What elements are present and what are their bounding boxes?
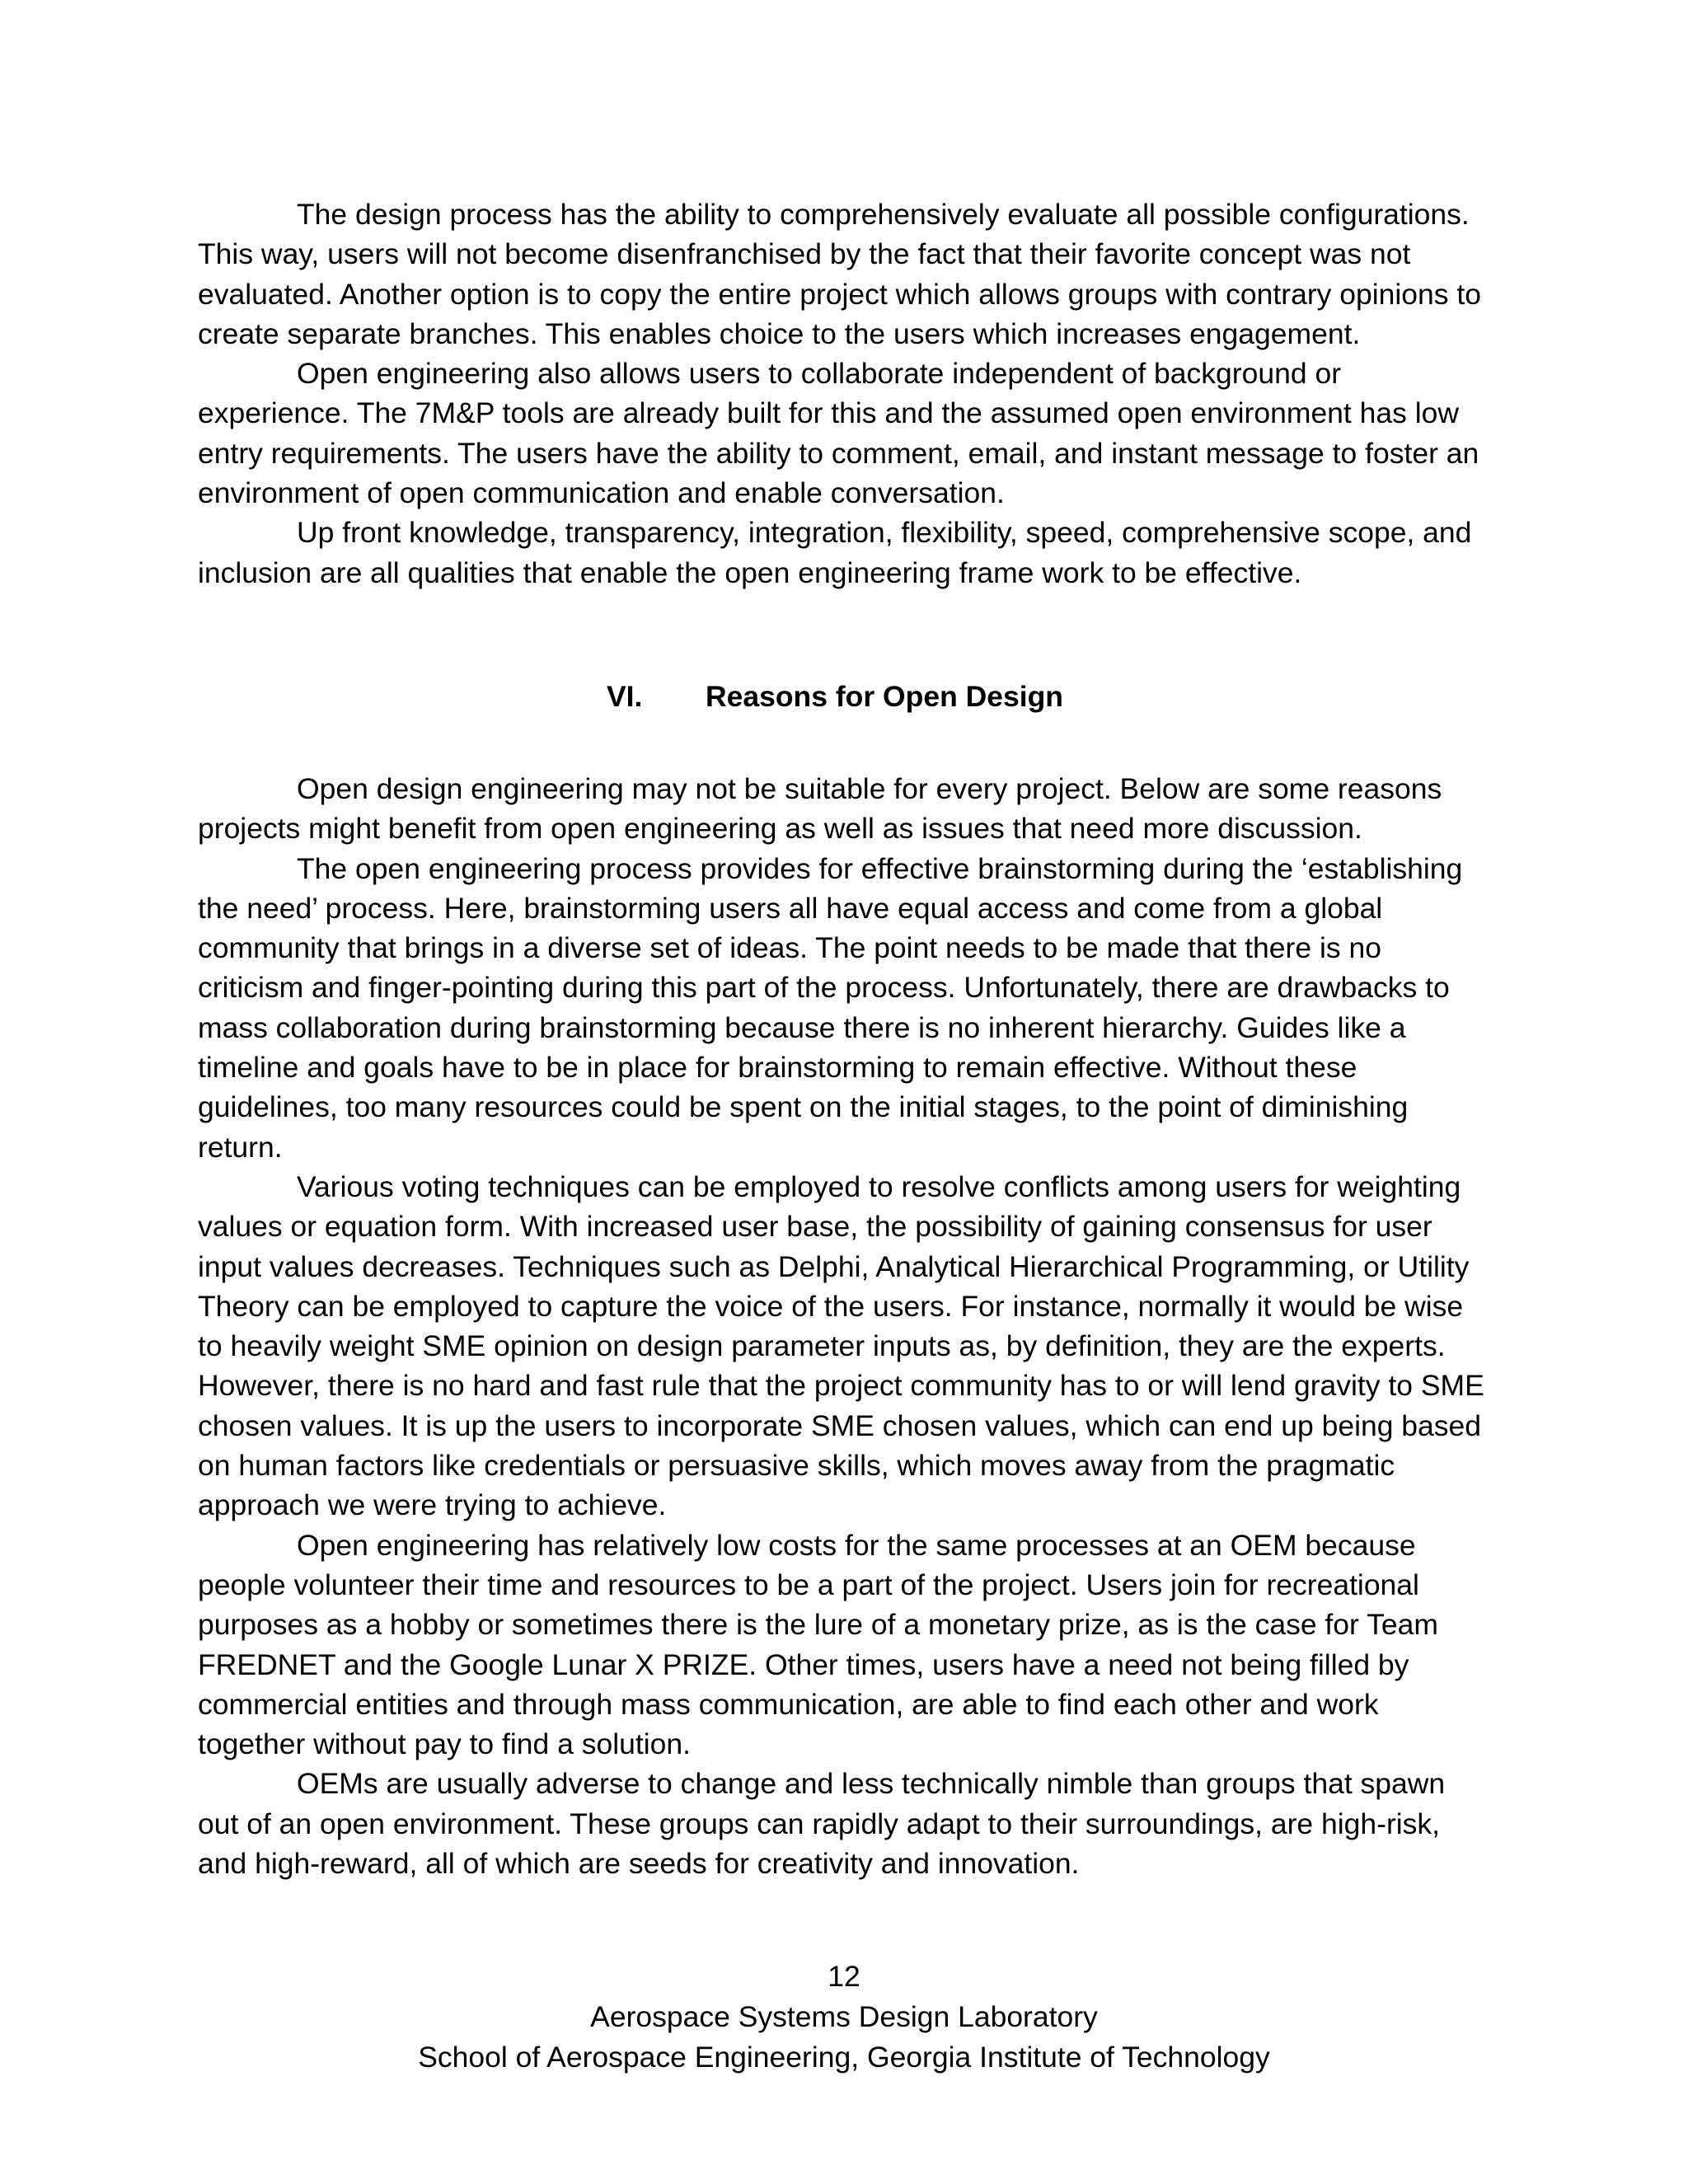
footer-lab-name: Aerospace Systems Design Laboratory	[590, 2000, 1098, 2033]
section-heading-block	[198, 593, 1492, 769]
section-heading	[198, 677, 1492, 716]
paragraph: Open engineering also allows users to collaborate independent of background or experience. The 7M&P tools are already built for this and the assumed open environment has low entry requirements. The users have the ability to comment, email, and instant message to foster an environment of open communication and enable conversation.	[198, 357, 1479, 510]
paragraph: The design process has the ability to comprehensively evaluate all possible configurations. This way, users will not become disenfranchised by the fact that their favorite concept was not evaluated. Another option is to copy the entire project which allows groups with contrary opinions to create separate branches. This enables choice to the users which increases engagement.	[198, 198, 1481, 350]
paragraph: Up front knowledge, transparency, integration, flexibility, speed, comprehensive scope, and inclusion are all qualities that enable the open engineering frame work to be effective.	[198, 516, 1472, 589]
section-title: Reasons for Open Design	[706, 679, 1063, 713]
paragraph: The open engineering process provides for effective brainstorming during the ‘establishing the need’ process. Here, brainstorming users all have equal access and come from a global community that brings in a diverse set of ideas. The point needs to be made that there is no criticism and finger-pointing during this part of the process. Unfortunately, there are drawbacks to mass collaboration during brainstorming because there is no inherent hierarchy. Guides like a timeline and goals have to be in place for brainstorming to remain effective. Without these guidelines, too many resources could be spent on the initial stages, to the point of diminishing return.	[198, 851, 1463, 1164]
body-text	[198, 194, 1492, 1883]
paragraph: Various voting techniques can be employed to resolve conflicts among users for weighting values or equation form. With increased user base, the possibility of gaining consensus for user input values decreases. Techniques such as Delphi, Analytical Hierarchical Programming, or Utility Theory can be employed to capture the voice of the users. For instance, normally it would be wise to heavily weight SME opinion on design parameter inputs as, by definition, they are the experts. However, there is no hard and fast rule that the project community has to or will lend gravity to SME chosen values. It is up the users to incorporate SME chosen values, which can end up being based on human factors like credentials or persuasive skills, which moves away from the pragmatic approach we were trying to achieve.	[198, 1169, 1484, 1522]
footer-school-name: School of Aerospace Engineering, Georgia Institute of Technology	[418, 2041, 1270, 2074]
paragraph: Open engineering has relatively low costs for the same processes at an OEM because people volunteer their time and resources to be a part of the project. Users join for recreational purposes as a hobby or sometimes there is the lure of a monetary prize, as is the case for Team FREDNET and the Google Lunar X PRIZE. Other times, users have a need not being filled by commercial entities and through mass communication, are able to find each other and work together without pay to find a solution.	[198, 1528, 1438, 1761]
paragraph: Open design engineering may not be suitable for every project. Below are some reasons projects might benefit from open engineering as well as issues that need more discussion.	[198, 771, 1442, 846]
page-number: 12	[828, 1960, 860, 1993]
section-number: VI.	[607, 679, 643, 713]
page-footer	[0, 1957, 1688, 2078]
paragraph: OEMs are usually adverse to change and less technically nimble than groups that spawn out of an open environment. These groups can rapidly adapt to their surroundings, are high-risk, and high-reward, all of which are seeds for creativity and innovation.	[198, 1767, 1446, 1880]
